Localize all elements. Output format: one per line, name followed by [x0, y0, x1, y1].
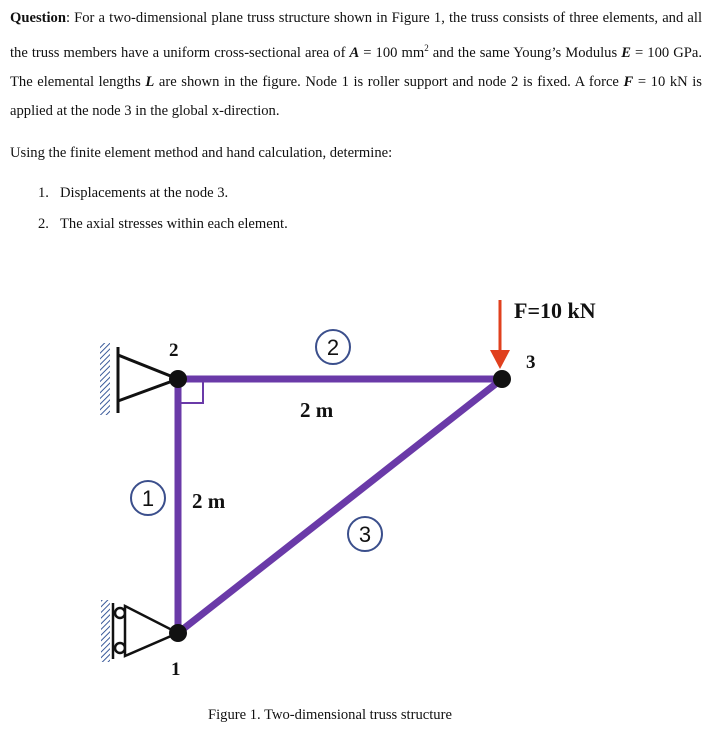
element-3-member — [178, 379, 502, 633]
truss-figure — [0, 250, 712, 750]
list-item — [38, 214, 288, 245]
step-number: 2. — [38, 216, 49, 232]
node-3 — [493, 370, 511, 388]
wall-hatch — [101, 600, 110, 662]
symbol-E: E — [621, 44, 631, 61]
element-label-3 — [348, 517, 382, 551]
element-label-1 — [131, 481, 165, 515]
superscript-2: 2 — [424, 42, 429, 53]
node-1 — [169, 624, 187, 642]
element-number: 2 — [326, 335, 340, 360]
wall-hatch — [100, 343, 110, 415]
fixed-support-node2 — [100, 343, 178, 415]
element-number: 3 — [358, 522, 372, 547]
steps-list — [38, 183, 288, 245]
question-paragraph — [10, 4, 702, 127]
force-arrowhead — [490, 350, 510, 369]
element-label-2 — [316, 330, 350, 364]
element-number: 1 — [141, 486, 155, 511]
task-instruction: Using the finite element method and hand calculation, determine: — [10, 145, 393, 161]
list-item — [38, 183, 288, 214]
question-text-6: = 10 kN is applied at the node 3 in the global x-direction. — [10, 73, 702, 120]
node-label-3: 3 — [526, 352, 536, 373]
symbol-L: L — [145, 73, 155, 90]
roller-support-node1 — [101, 600, 178, 662]
roller-wheel — [115, 608, 125, 618]
figure-caption: Figure 1. Two-dimensional truss structure — [208, 707, 452, 723]
length-label-element-2: 2 m — [300, 398, 334, 422]
question-text-1: : For a two-dimensional plane truss structure shown in Figure 1, the truss consists of three elements, and all the truss members have a uniform cross-sectional area of — [10, 10, 702, 61]
force-arrow — [490, 300, 510, 369]
step-text: Displacements at the node 3. — [60, 185, 229, 201]
question-text-3: and the same Young’s Modulus — [428, 44, 622, 61]
step-number: 1. — [38, 185, 49, 201]
roller-wheel — [115, 643, 125, 653]
question-label: Question — [10, 10, 66, 26]
symbol-A: A — [349, 44, 360, 61]
question-text-2: = 100 mm — [359, 44, 425, 61]
step-text: The axial stresses within each element. — [60, 216, 288, 232]
node-label-2: 2 — [169, 340, 179, 361]
node-2 — [169, 370, 187, 388]
node-label-1: 1 — [171, 659, 181, 680]
question-text-5: are shown in the figure. Node 1 is roller support and node 2 is fixed. A force — [154, 73, 624, 90]
question-text-4: = 100 GPa. The elemental lengths — [10, 44, 702, 90]
force-label: F=10 kN — [514, 298, 596, 323]
pin-triangle — [118, 355, 178, 401]
length-label-element-1: 2 m — [192, 489, 226, 513]
symbol-F: F — [623, 73, 634, 90]
